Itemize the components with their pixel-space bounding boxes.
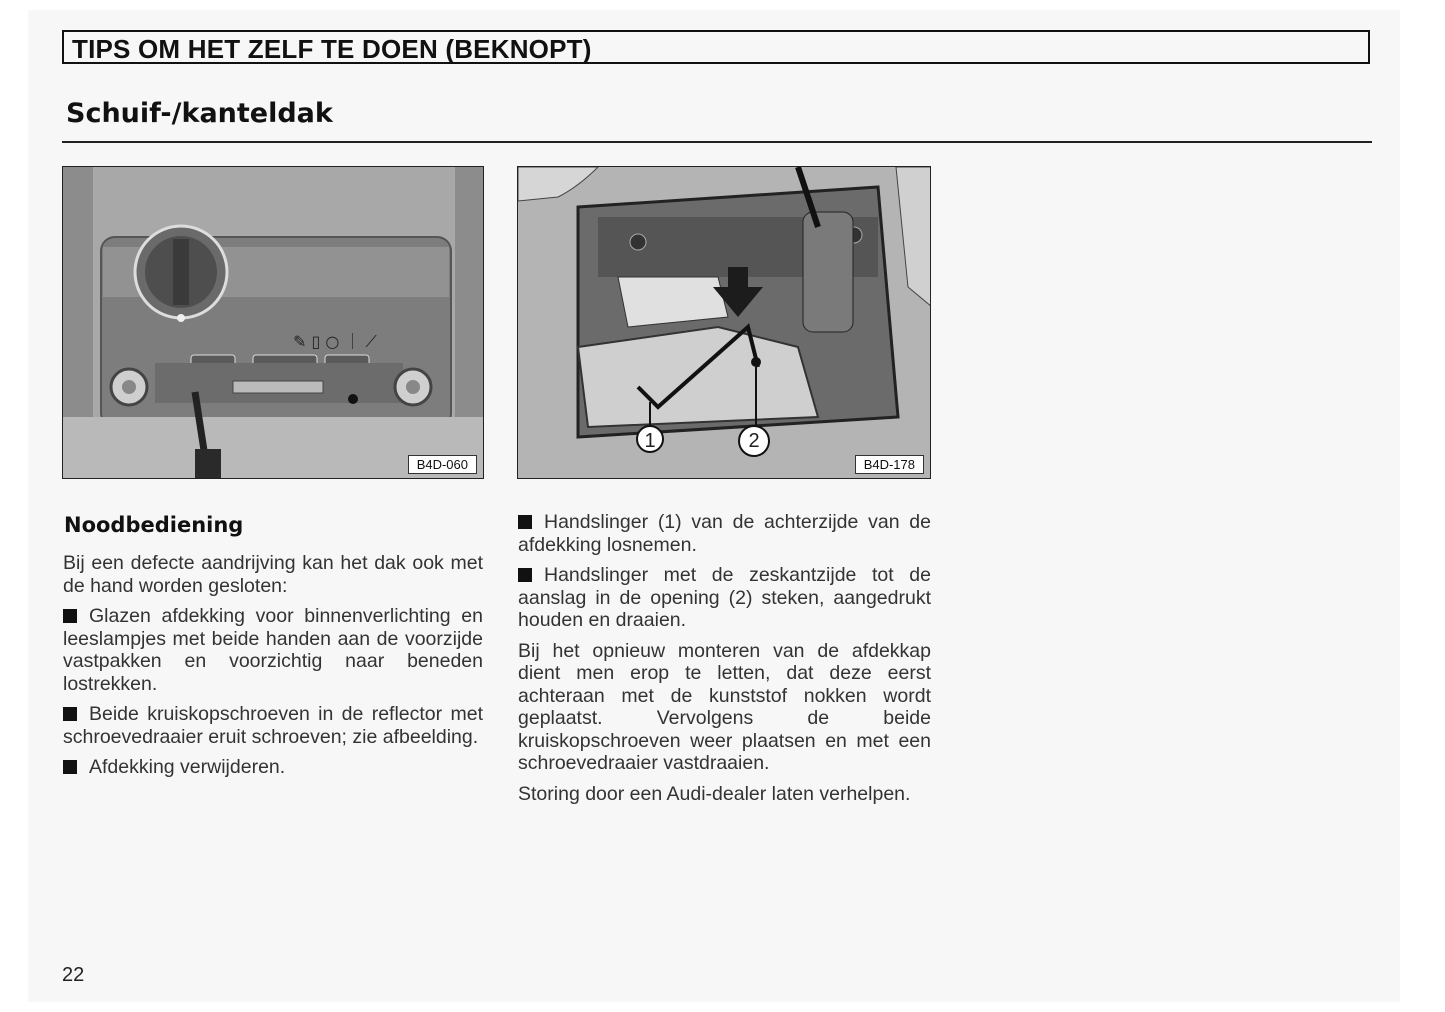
- bullet-text: Glazen afdekking voor binnenverlichting en leeslampjes met beide handen aan de voorzijde vastpakken en voorzichtig naar beneden lostrekken.: [63, 605, 483, 695]
- paragraph: Storing door een Audi-dealer laten verhelpen.: [518, 782, 911, 805]
- bullet-icon: [63, 760, 77, 774]
- left-column: [63, 552, 483, 787]
- column-heading: Noodbediening: [64, 513, 244, 537]
- interior-light-illustration: [63, 167, 484, 479]
- svg-text:✎ ▯ ○ ｜ ⟋: ✎ ▯ ○ ｜ ⟋: [293, 332, 377, 351]
- section-title: TIPS OM HET ZELF TE DOEN (BEKNOPT): [72, 34, 592, 64]
- callout-2: [738, 425, 770, 457]
- figure-interior-light: [62, 166, 484, 479]
- figure-code: B4D-178: [855, 455, 924, 474]
- callout-1-label: 1: [644, 430, 656, 452]
- sunroof-crank-illustration: [518, 167, 931, 479]
- bullet-item: [63, 605, 483, 695]
- bullet-text: Afdekking verwijderen.: [89, 756, 286, 778]
- bullet-item: [518, 564, 931, 632]
- bullet-icon: [518, 515, 532, 529]
- figure-code: B4D-060: [408, 455, 477, 474]
- right-column: [518, 511, 931, 813]
- intro-paragraph: Bij een defecte aandrijving kan het dak ook met de hand worden gesloten:: [63, 552, 483, 597]
- bullet-item: [63, 703, 483, 748]
- callout-1: [636, 425, 664, 453]
- section-title-box: [62, 30, 1370, 64]
- bullet-text: Handslinger (1) van de achterzijde van de afdekking losnemen.: [518, 511, 931, 556]
- page-subtitle: Schuif-/kanteldak: [66, 98, 333, 129]
- page-number: 22: [62, 964, 85, 986]
- paragraph: Bij het opnieuw monteren van de afdekkap dient men erop te letten, dat deze eerst achteraan met de kunststof nokken wordt geplaatst. Vervolgens de beide kruiskopschroeven weer plaatsen en met een schroevedraaier vastdraaien.: [518, 639, 931, 774]
- bullet-icon: [63, 707, 77, 721]
- figure-sunroof-crank: [517, 166, 931, 479]
- divider: [62, 141, 1372, 143]
- bullet-icon: [63, 609, 77, 623]
- bullet-text: Beide kruiskopschroeven in de reflector met schroevedraaier eruit schroeven; zie afbeelding.: [63, 703, 483, 748]
- page-background: [28, 10, 1400, 1002]
- callout-2-label: 2: [748, 430, 760, 452]
- bullet-item: [518, 511, 931, 556]
- bullet-icon: [518, 568, 532, 582]
- bullet-text: Handslinger met de zeskantzijde tot de aanslag in de opening (2) steken, aangedrukt houden en draaien.: [518, 564, 931, 631]
- bullet-item: [63, 756, 483, 779]
